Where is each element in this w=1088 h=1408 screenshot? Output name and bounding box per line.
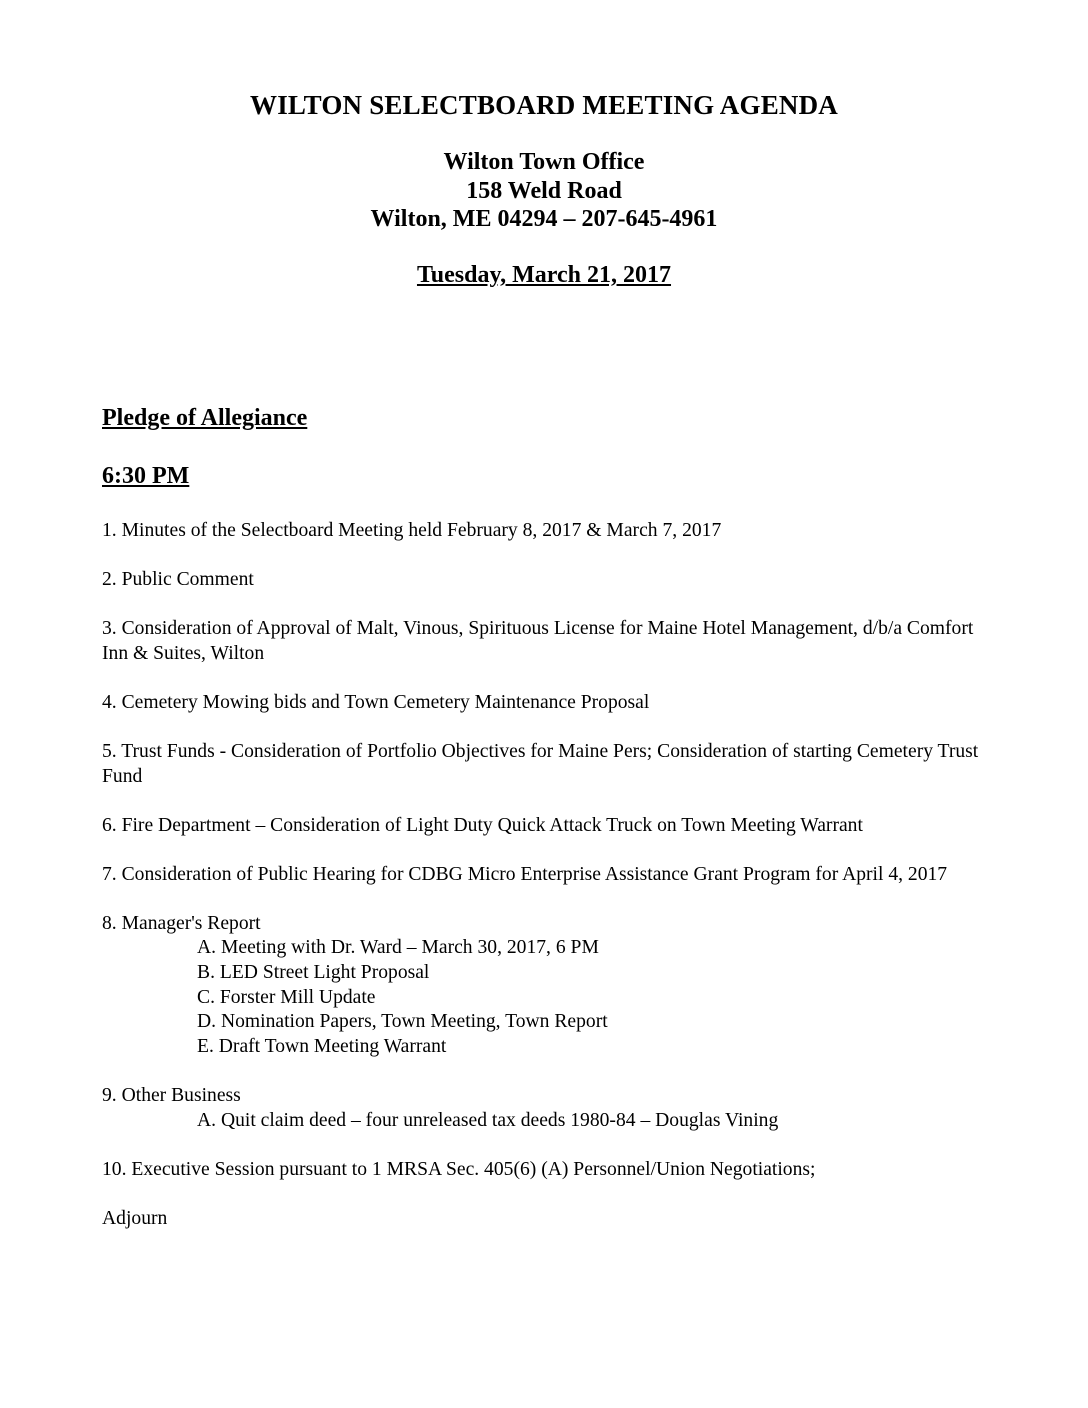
- managers-report-subitem: B. LED Street Light Proposal: [197, 962, 430, 984]
- agenda-items: [102, 519, 992, 1256]
- agenda-item-4: 4. Cemetery Mowing bids and Town Cemetery Maintenance Proposal: [102, 691, 650, 713]
- executive-session-item: 10. Executive Session pursuant to 1 MRSA Sec. 405(6) (A) Personnel/Union Negotiations;: [102, 1158, 816, 1180]
- office-city-phone: Wilton, ME 04294 – 207-645-4961: [370, 206, 718, 232]
- other-business-subitem: A. Quit claim deed – four unreleased tax deeds 1980-84 – Douglas Vining: [197, 1109, 779, 1131]
- managers-report: [102, 912, 992, 1060]
- other-business: [102, 1084, 992, 1133]
- document-title: WILTON SELECTBOARD MEETING AGENDA: [250, 90, 838, 120]
- office-block: [0, 148, 1088, 234]
- managers-report-subitem: A. Meeting with Dr. Ward – March 30, 2017, 6 PM: [197, 937, 599, 959]
- agenda-item-6: 6. Fire Department – Consideration of Light Duty Quick Attack Truck on Town Meeting Warrant: [102, 814, 863, 836]
- agenda-item-3: 3. Consideration of Approval of Malt, Vinous, Spirituous License for Maine Hotel Management, d/b/a Comfort Inn & Suites, Wilton: [102, 618, 974, 664]
- office-address: 158 Weld Road: [466, 177, 622, 204]
- managers-report-label: 8. Manager's Report: [102, 912, 261, 934]
- other-business-label: 9. Other Business: [102, 1084, 241, 1106]
- pledge-heading: Pledge of Allegiance: [102, 405, 308, 431]
- agenda-item-7: 7. Consideration of Public Hearing for CDBG Micro Enterprise Assistance Grant Program for April 4, 2017: [102, 863, 948, 885]
- adjourn-item: Adjourn: [102, 1207, 168, 1229]
- managers-report-subitem: C. Forster Mill Update: [197, 986, 376, 1008]
- office-name: Wilton Town Office: [443, 149, 645, 175]
- meeting-date: Tuesday, March 21, 2017: [416, 262, 672, 288]
- agenda-item-5: 5. Trust Funds - Consideration of Portfolio Objectives for Maine Pers; Consideration of starting Cemetery Trust Fund: [102, 740, 979, 787]
- agenda-item-1: 1. Minutes of the Selectboard Meeting held February 8, 2017 & March 7, 2017: [102, 520, 722, 541]
- managers-report-subitem: E. Draft Town Meeting Warrant: [197, 1035, 447, 1057]
- time-heading: 6:30 PM: [102, 463, 190, 489]
- managers-report-subitem: D. Nomination Papers, Town Meeting, Town Report: [197, 1011, 608, 1033]
- agenda-item-2: 2. Public Comment: [102, 569, 254, 591]
